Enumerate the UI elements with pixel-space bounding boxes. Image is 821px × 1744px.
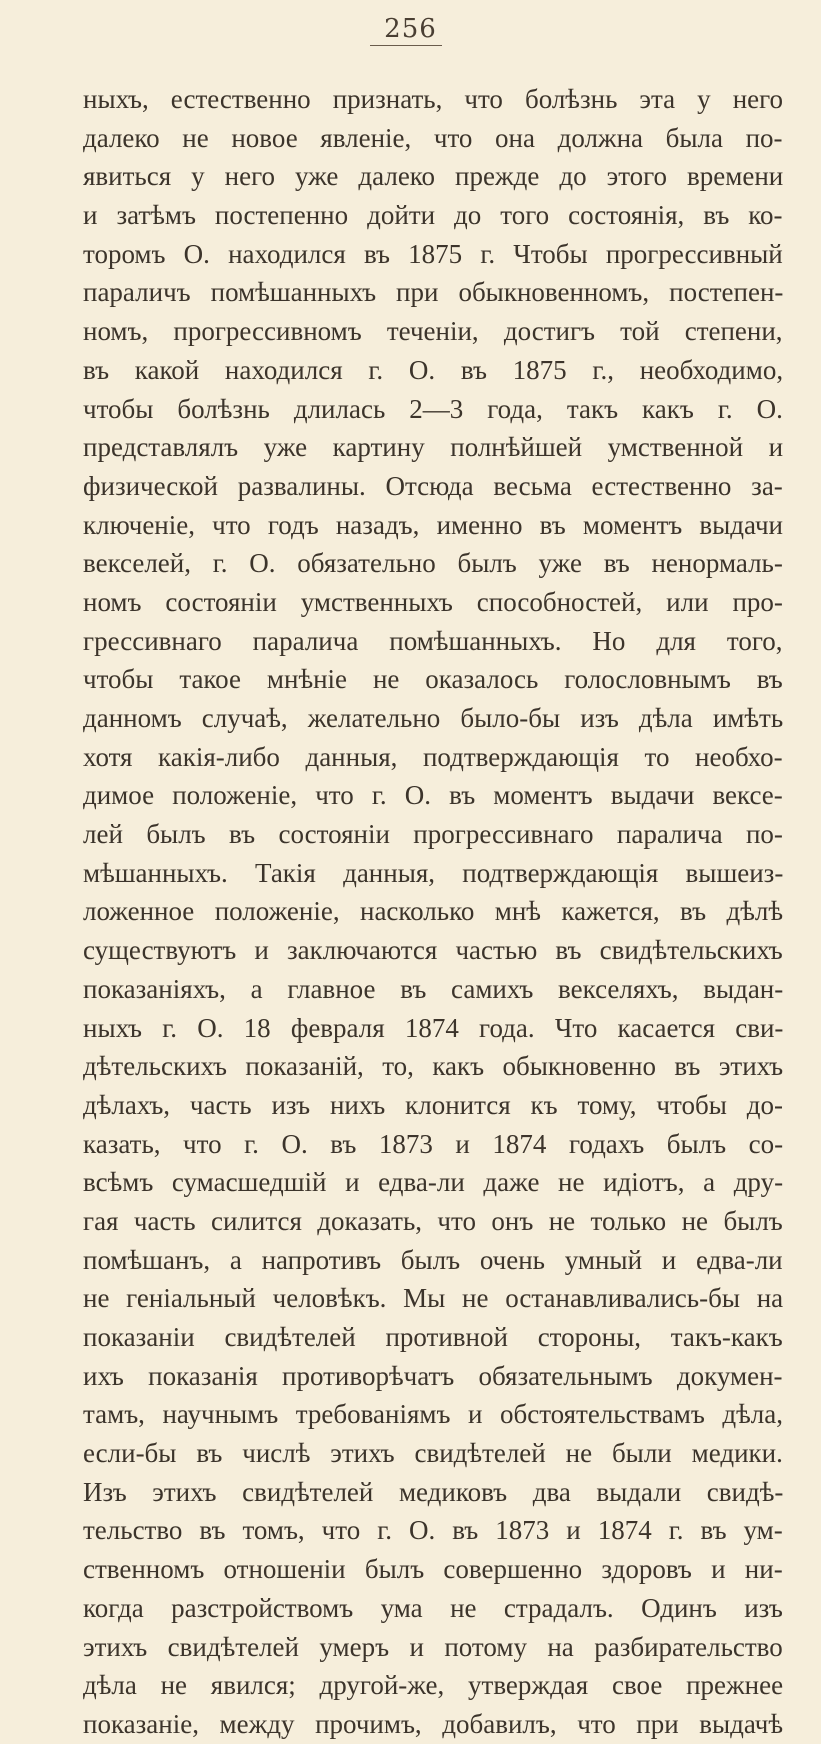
text-line: номъ, прогрессивномъ теченіи, достигъ той степени,	[83, 316, 783, 347]
text-line: дѣтельскихъ показаній, то, какъ обыкновенно въ этихъ	[83, 1051, 783, 1082]
text-line: если-бы въ числѣ этихъ свидѣтелей не были медики.	[83, 1438, 783, 1469]
text-line: явиться у него уже далеко прежде до этого времени	[83, 161, 783, 192]
text-line: ключеніе, что годъ назадъ, именно въ моментъ выдачи	[83, 509, 783, 540]
text-line: въ какой находился г. О. въ 1875 г., необходимо,	[83, 354, 783, 385]
text-line: помѣшанъ, а напротивъ былъ очень умный и едва-ли	[83, 1244, 783, 1275]
text-line: тамъ, научнымъ требованіямъ и обстоятельствамъ дѣла,	[83, 1399, 783, 1430]
text-line: дѣлахъ, часть изъ нихъ клонится къ тому, чтобы до-	[83, 1089, 783, 1120]
text-line: не геніальный человѣкъ. Мы не останавливались-бы на	[83, 1283, 783, 1314]
text-line: когда разстройствомъ ума не страдалъ. Одинъ изъ	[83, 1592, 783, 1623]
page-number-rule	[370, 45, 442, 46]
text-line: грессивнаго паралича помѣшанныхъ. Но для того,	[83, 625, 783, 656]
text-line: гая часть силится доказать, что онъ не только не былъ	[83, 1205, 783, 1236]
text-line: всѣмъ сумасшедшій и едва-ли даже не идіотъ, а дру-	[83, 1167, 783, 1198]
text-line: векселей, г. О. обязательно былъ уже въ ненормаль-	[83, 548, 783, 579]
text-line: ныхъ, естественно признать, что болѣзнь эта у него	[83, 84, 783, 114]
text-line: тельство въ томъ, что г. О. въ 1873 и 1874 г. въ ум-	[83, 1515, 783, 1546]
text-line: мѣшанныхъ. Такія данныя, подтверждающія вышеиз-	[83, 857, 783, 888]
text-line: существуютъ и заключаются частью въ свидѣтельскихъ	[83, 935, 783, 966]
text-line: чтобы такое мнѣніе не оказалось голословнымъ въ	[83, 664, 783, 695]
text-line: номъ состояніи умственныхъ способностей, или про-	[83, 586, 783, 617]
text-line: дѣла не явился; другой-же, утверждая свое прежнее	[83, 1670, 783, 1701]
text-line: этихъ свидѣтелей умеръ и потому на разбирательство	[83, 1631, 783, 1662]
text-line: казать, что г. О. въ 1873 и 1874 годахъ былъ со-	[83, 1128, 783, 1159]
text-line: и затѣмъ постепенно дойти до того состоянія, въ ко-	[83, 200, 783, 231]
text-line: димое положеніе, что г. О. въ моментъ выдачи вексе-	[83, 780, 783, 811]
text-line: показаніяхъ, а главное въ самихъ векселяхъ, выдан-	[83, 973, 783, 1004]
text-line: показаніе, между прочимъ, добавилъ, что при выдачѣ	[83, 1708, 783, 1739]
page-number: 256	[384, 14, 437, 44]
text-line: ложенное положеніе, насколько мнѣ кажется, въ дѣлѣ	[83, 896, 783, 927]
text-line: чтобы болѣзнь длилась 2—3 года, такъ какъ г. О.	[83, 393, 783, 424]
text-line: физической развалины. Отсюда весьма естественно за-	[83, 470, 783, 501]
text-line: показаніи свидѣтелей противной стороны, такъ-какъ	[83, 1322, 783, 1352]
text-line: хотя какія-либо данныя, подтверждающія то необхо-	[83, 741, 783, 772]
text-line: Изъ этихъ свидѣтелей медиковъ два выдали свидѣ-	[83, 1476, 783, 1507]
text-line: далеко не новое явленіе, что она должна была по-	[83, 122, 783, 153]
text-line: торомъ О. находился въ 1875 г. Чтобы прогрессивный	[83, 238, 783, 269]
text-line: данномъ случаѣ, желательно было-бы изъ дѣла имѣть	[83, 703, 783, 733]
text-line: ственномъ отношеніи былъ совершенно здоровъ и ни-	[83, 1554, 783, 1585]
text-line: лей былъ въ состояніи прогрессивнаго паралича по-	[83, 819, 783, 850]
body-text	[83, 80, 783, 1744]
text-line: представлялъ уже картину полнѣйшей умственной и	[83, 432, 783, 463]
text-line: ныхъ г. О. 18 февраля 1874 года. Что касается сви-	[83, 1012, 783, 1043]
text-line: ихъ показанія противорѣчатъ обязательнымъ докумен-	[83, 1360, 783, 1391]
text-line: параличъ помѣшанныхъ при обыкновенномъ, постепен-	[83, 277, 783, 308]
